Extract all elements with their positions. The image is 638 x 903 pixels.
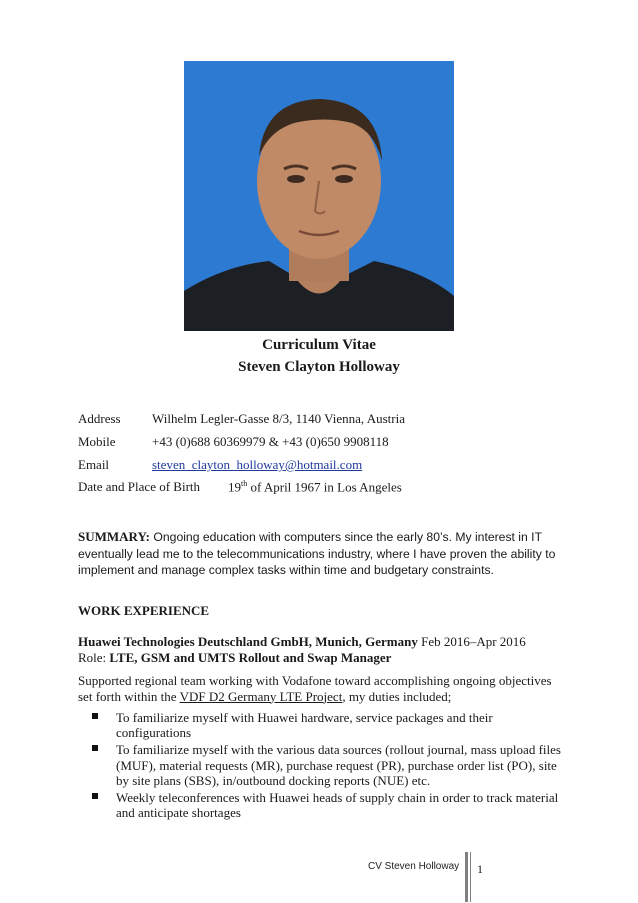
list-item xyxy=(92,710,568,740)
profile-photo xyxy=(184,61,454,331)
summary-paragraph xyxy=(78,529,566,579)
email-link[interactable]: steven_clayton_holloway@hotmail.com xyxy=(152,457,363,472)
summary-label: SUMMARY: xyxy=(78,529,151,544)
job-intro xyxy=(78,673,568,704)
address-value: Wilhelm Legler-Gasse 8/3, 1140 Vienna, Austria xyxy=(152,411,405,426)
role-title: LTE, GSM and UMTS Rollout and Swap Manager xyxy=(109,650,392,665)
bullet-icon xyxy=(92,713,98,719)
portrait-image xyxy=(184,61,454,331)
company-name: Huawei Technologies Deutschland GmbH, Munich, Germany xyxy=(78,634,418,649)
mobile-value: +43 (0)688 60369979 & +43 (0)650 9908118 xyxy=(152,434,389,449)
birth-day: 19 xyxy=(228,479,241,495)
role-label: Role: xyxy=(78,650,110,665)
summary-text: Ongoing education with computers since the early 80’s. My interest in IT eventually lead me to the telecommunications industry, where I have proven the ability to implement and manage complex tasks within time and budgetary constraints. xyxy=(78,530,556,577)
list-item xyxy=(92,742,568,788)
project-name: VDF D2 Germany LTE Project xyxy=(179,688,343,704)
list-item xyxy=(92,790,568,820)
duty-text: To familiarize myself with the various data sources (rollout journal, mass upload files (MUF), material requests (MR), purchase request (PR), purchase order list (PO), site by site plans (SBS), in/outbound docking reports (NUE) etc. xyxy=(116,742,561,788)
person-name: Steven Clayton Holloway xyxy=(238,359,400,375)
role-line xyxy=(78,650,391,666)
birth-day-suffix: th xyxy=(241,479,248,488)
duty-text: To familiarize myself with Huawei hardware, service packages and their configurations xyxy=(116,710,493,741)
document-title: Curriculum Vitae xyxy=(262,337,376,353)
job-header xyxy=(78,634,526,650)
intro-after: , my duties included; xyxy=(342,688,452,704)
address-label: Address xyxy=(78,411,121,426)
birth-value xyxy=(228,479,402,495)
birth-label: Date and Place of Birth xyxy=(78,479,201,494)
footer-divider-thin xyxy=(470,852,471,902)
mobile-label: Mobile xyxy=(78,434,116,449)
email-label: Email xyxy=(78,457,110,472)
bullet-icon xyxy=(92,793,98,799)
page-number: 1 xyxy=(477,862,483,876)
bullet-icon xyxy=(92,745,98,751)
footer-divider xyxy=(465,852,468,902)
work-experience-heading: WORK EXPERIENCE xyxy=(78,603,210,618)
duty-text: Weekly teleconferences with Huawei heads of supply chain in order to track material and anticipate shortages xyxy=(116,790,559,821)
intro-before: Supported regional team working with Vodafone toward accomplishing ongoing objectives set forth within the xyxy=(78,673,552,704)
footer-label: CV Steven Holloway xyxy=(368,861,460,872)
duties-list xyxy=(92,710,568,822)
job-dates: Feb 2016–Apr 2016 xyxy=(417,634,526,649)
birth-rest: of April 1967 in Los Angeles xyxy=(247,479,402,495)
